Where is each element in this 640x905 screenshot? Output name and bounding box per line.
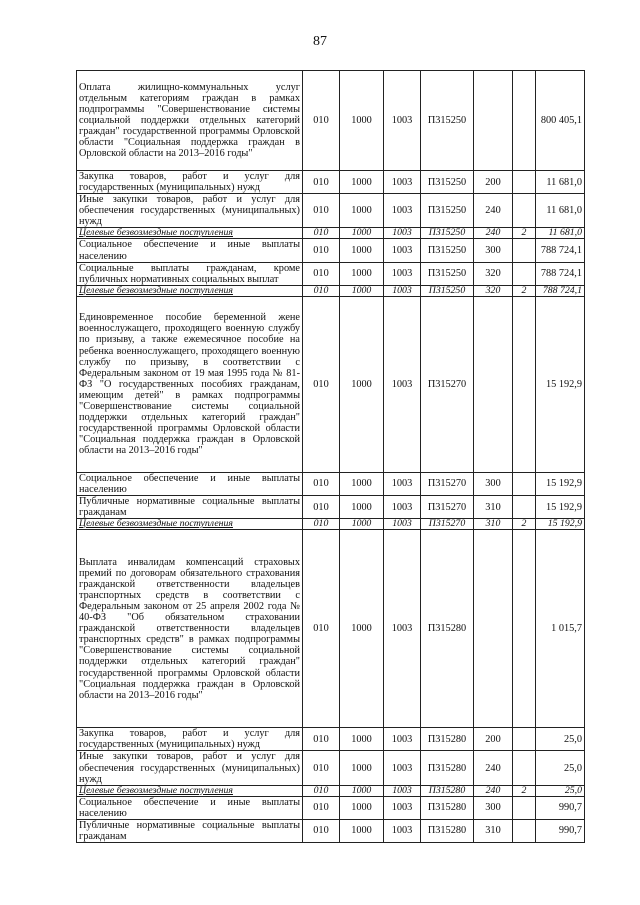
amount: 15 192,9 xyxy=(536,296,585,472)
target-article-code: П315280 xyxy=(421,530,474,728)
target-article-code: П315270 xyxy=(421,519,474,530)
ministry-code: 010 xyxy=(303,530,340,728)
expense-type-code: 240 xyxy=(474,785,513,796)
source-code xyxy=(513,819,536,842)
target-article-code: П315280 xyxy=(421,785,474,796)
target-article-code: П315280 xyxy=(421,819,474,842)
amount: 15 192,9 xyxy=(536,472,585,495)
source-code xyxy=(513,472,536,495)
row-description: Публичные нормативные социальные выплаты гражданам xyxy=(77,819,303,842)
table-row xyxy=(77,496,585,519)
source-code xyxy=(513,239,536,262)
subsection-code: 1003 xyxy=(384,296,421,472)
row-description: Социальные выплаты гражданам, кроме публичных нормативных социальных выплат xyxy=(77,262,303,285)
amount: 25,0 xyxy=(536,751,585,785)
subsection-code: 1003 xyxy=(384,519,421,530)
row-description: Социальное обеспечение и иные выплаты населению xyxy=(77,239,303,262)
table-row xyxy=(77,728,585,751)
amount: 15 192,9 xyxy=(536,519,585,530)
amount: 25,0 xyxy=(536,728,585,751)
table-body xyxy=(77,71,585,843)
amount: 11 681,0 xyxy=(536,171,585,194)
expense-type-code: 310 xyxy=(474,496,513,519)
source-code: 2 xyxy=(513,285,536,296)
table-row xyxy=(77,472,585,495)
ministry-code: 010 xyxy=(303,496,340,519)
table-row xyxy=(77,530,585,728)
expense-type-code: 240 xyxy=(474,194,513,228)
subsection-code: 1003 xyxy=(384,819,421,842)
ministry-code: 010 xyxy=(303,262,340,285)
source-code xyxy=(513,194,536,228)
ministry-code: 010 xyxy=(303,228,340,239)
row-description: Закупка товаров, работ и услуг для государственных (муниципальных) нужд xyxy=(77,171,303,194)
section-code: 1000 xyxy=(340,71,384,171)
table-row xyxy=(77,751,585,785)
section-code: 1000 xyxy=(340,171,384,194)
table-row xyxy=(77,239,585,262)
expense-type-code xyxy=(474,71,513,171)
target-article-code: П315270 xyxy=(421,496,474,519)
table-row xyxy=(77,71,585,171)
subsection-code: 1003 xyxy=(384,262,421,285)
row-description: Целевые безвозмездные поступления xyxy=(77,785,303,796)
section-code: 1000 xyxy=(340,796,384,819)
ministry-code: 010 xyxy=(303,785,340,796)
row-description: Оплата жилищно-коммунальных услуг отдельным категориям граждан в рамках подпрограммы "Совершенствование системы социальной поддержки отдельных категорий граждан" государственной программы Орловской области "Социальная поддержка граждан в Орловской области на 2013–2016 годы" xyxy=(77,71,303,171)
source-code xyxy=(513,496,536,519)
source-code: 2 xyxy=(513,785,536,796)
table-row xyxy=(77,171,585,194)
target-article-code: П315250 xyxy=(421,171,474,194)
section-code: 1000 xyxy=(340,819,384,842)
amount: 788 724,1 xyxy=(536,262,585,285)
amount: 990,7 xyxy=(536,819,585,842)
target-article-code: П315250 xyxy=(421,285,474,296)
target-article-code: П315270 xyxy=(421,296,474,472)
subsection-code: 1003 xyxy=(384,785,421,796)
subsection-code: 1003 xyxy=(384,228,421,239)
expense-type-code: 200 xyxy=(474,171,513,194)
subsection-code: 1003 xyxy=(384,194,421,228)
ministry-code: 010 xyxy=(303,751,340,785)
target-article-code: П315280 xyxy=(421,728,474,751)
source-code xyxy=(513,262,536,285)
expense-type-code: 300 xyxy=(474,796,513,819)
ministry-code: 010 xyxy=(303,472,340,495)
subsection-code: 1003 xyxy=(384,530,421,728)
section-code: 1000 xyxy=(340,228,384,239)
table-row xyxy=(77,519,585,530)
amount: 788 724,1 xyxy=(536,239,585,262)
row-description: Закупка товаров, работ и услуг для государственных (муниципальных) нужд xyxy=(77,728,303,751)
table-row xyxy=(77,796,585,819)
table-row xyxy=(77,296,585,472)
table-row xyxy=(77,194,585,228)
section-code: 1000 xyxy=(340,530,384,728)
target-article-code: П315250 xyxy=(421,228,474,239)
source-code xyxy=(513,296,536,472)
row-description: Единовременное пособие беременной жене военнослужащего, проходящего военную службу по призыву, а также ежемесячное пособие на ребенка военнослужащего, проходящего военную службу по призыву, в соответствии с Федеральным законом от 19 мая 1995 года № 81-ФЗ "О государственных пособиях гражданам, имеющим детей" в рамках подпрограммы "Совершенствование системы социальной поддержки отдельных категорий граждан" государственной программы Орловской области "Социальная поддержка граждан в Орловской области на 2013–2016 годы" xyxy=(77,296,303,472)
ministry-code: 010 xyxy=(303,194,340,228)
section-code: 1000 xyxy=(340,296,384,472)
ministry-code: 010 xyxy=(303,728,340,751)
source-code: 2 xyxy=(513,228,536,239)
section-code: 1000 xyxy=(340,194,384,228)
table-row xyxy=(77,285,585,296)
expense-type-code: 300 xyxy=(474,239,513,262)
row-description: Иные закупки товаров, работ и услуг для обеспечения государственных (муниципальных) нужд xyxy=(77,194,303,228)
expense-type-code: 310 xyxy=(474,519,513,530)
subsection-code: 1003 xyxy=(384,472,421,495)
row-description: Целевые безвозмездные поступления xyxy=(77,519,303,530)
row-description: Выплата инвалидам компенсаций страховых премий по договорам обязательного страхования гражданской ответственности владельцев транспортных средств в соответствии с Федеральным законом от 25 апреля 2002 года № 40-ФЗ "Об обязательном страховании гражданской ответственности владельцев транспортных средств" в рамках подпрограммы "Совершенствование системы социальной поддержки отдельных категорий граждан" государственной программы Орловской области "Социальная поддержка граждан в Орловской области на 2013–2016 годы" xyxy=(77,530,303,728)
section-code: 1000 xyxy=(340,285,384,296)
expense-type-code: 310 xyxy=(474,819,513,842)
target-article-code: П315250 xyxy=(421,71,474,171)
section-code: 1000 xyxy=(340,496,384,519)
budget-table xyxy=(76,70,585,843)
ministry-code: 010 xyxy=(303,239,340,262)
page-number: 87 xyxy=(313,34,327,49)
amount: 800 405,1 xyxy=(536,71,585,171)
target-article-code: П315280 xyxy=(421,796,474,819)
amount: 25,0 xyxy=(536,785,585,796)
row-description: Социальное обеспечение и иные выплаты населению xyxy=(77,796,303,819)
source-code xyxy=(513,751,536,785)
target-article-code: П315250 xyxy=(421,262,474,285)
subsection-code: 1003 xyxy=(384,71,421,171)
subsection-code: 1003 xyxy=(384,751,421,785)
source-code xyxy=(513,796,536,819)
table-row xyxy=(77,228,585,239)
expense-type-code: 240 xyxy=(474,751,513,785)
table-row xyxy=(77,819,585,842)
subsection-code: 1003 xyxy=(384,239,421,262)
row-description: Социальное обеспечение и иные выплаты населению xyxy=(77,472,303,495)
subsection-code: 1003 xyxy=(384,285,421,296)
source-code xyxy=(513,171,536,194)
expense-type-code xyxy=(474,296,513,472)
amount: 15 192,9 xyxy=(536,496,585,519)
amount: 788 724,1 xyxy=(536,285,585,296)
ministry-code: 010 xyxy=(303,285,340,296)
target-article-code: П315250 xyxy=(421,239,474,262)
table-row xyxy=(77,262,585,285)
section-code: 1000 xyxy=(340,262,384,285)
expense-type-code: 320 xyxy=(474,262,513,285)
subsection-code: 1003 xyxy=(384,496,421,519)
target-article-code: П315250 xyxy=(421,194,474,228)
row-description: Целевые безвозмездные поступления xyxy=(77,285,303,296)
amount: 11 681,0 xyxy=(536,194,585,228)
target-article-code: П315270 xyxy=(421,472,474,495)
row-description: Целевые безвозмездные поступления xyxy=(77,228,303,239)
expense-type-code: 240 xyxy=(474,228,513,239)
source-code xyxy=(513,728,536,751)
ministry-code: 010 xyxy=(303,519,340,530)
ministry-code: 010 xyxy=(303,171,340,194)
amount: 990,7 xyxy=(536,796,585,819)
expense-type-code: 320 xyxy=(474,285,513,296)
expense-type-code xyxy=(474,530,513,728)
ministry-code: 010 xyxy=(303,71,340,171)
section-code: 1000 xyxy=(340,239,384,262)
expense-type-code: 300 xyxy=(474,472,513,495)
section-code: 1000 xyxy=(340,751,384,785)
ministry-code: 010 xyxy=(303,296,340,472)
ministry-code: 010 xyxy=(303,819,340,842)
expense-type-code: 200 xyxy=(474,728,513,751)
target-article-code: П315280 xyxy=(421,751,474,785)
subsection-code: 1003 xyxy=(384,171,421,194)
subsection-code: 1003 xyxy=(384,796,421,819)
source-code xyxy=(513,530,536,728)
amount: 1 015,7 xyxy=(536,530,585,728)
section-code: 1000 xyxy=(340,785,384,796)
source-code xyxy=(513,71,536,171)
subsection-code: 1003 xyxy=(384,728,421,751)
amount: 11 681,0 xyxy=(536,228,585,239)
row-description: Иные закупки товаров, работ и услуг для обеспечения государственных (муниципальных) нужд xyxy=(77,751,303,785)
source-code: 2 xyxy=(513,519,536,530)
table-row xyxy=(77,785,585,796)
section-code: 1000 xyxy=(340,519,384,530)
section-code: 1000 xyxy=(340,472,384,495)
section-code: 1000 xyxy=(340,728,384,751)
row-description: Публичные нормативные социальные выплаты гражданам xyxy=(77,496,303,519)
ministry-code: 010 xyxy=(303,796,340,819)
